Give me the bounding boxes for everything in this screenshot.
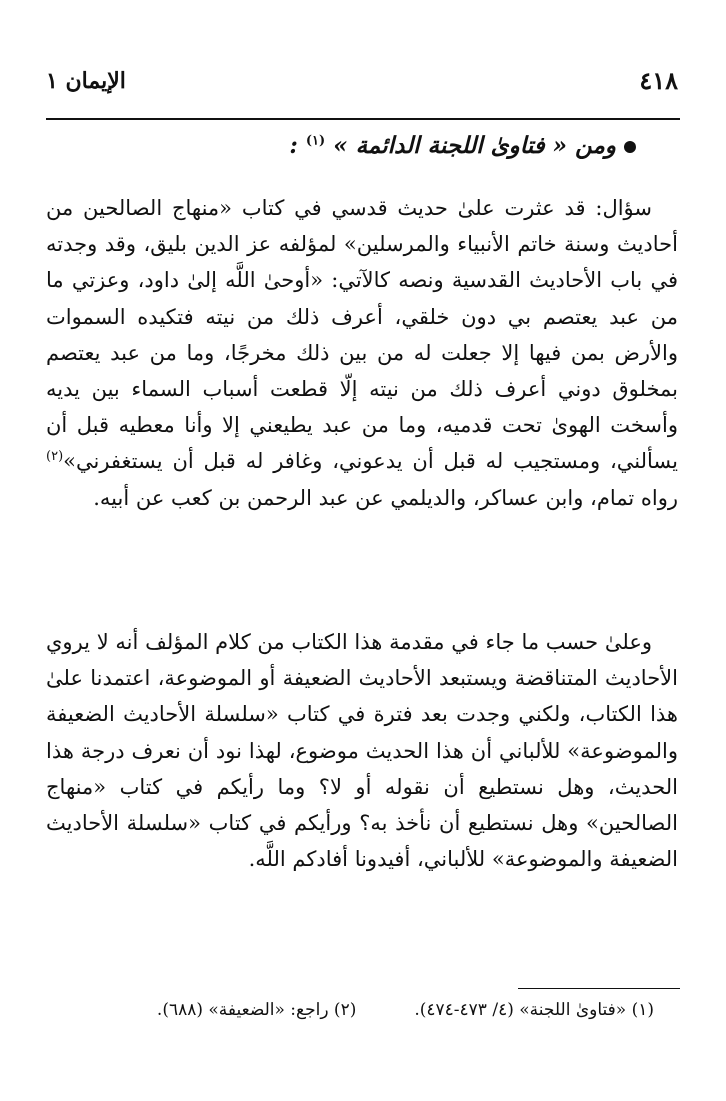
question-source: رواه تمام، وابن عساكر، والديلمي عن عبد الرحمن بن كعب عن أبيه.: [93, 485, 678, 510]
section-heading-text: ومن « فتاوىٰ اللجنة الدائمة »: [333, 132, 616, 159]
footnote-2: (٢) راجع: «الضعيفة» (٦٨٨).: [156, 1000, 357, 1020]
follow-up-paragraph: [46, 624, 678, 877]
page-header: [46, 66, 678, 106]
footnote-ref-1: (١): [305, 133, 326, 149]
bullet-icon: [624, 141, 636, 153]
footnote-ref-2: (٢): [46, 449, 64, 465]
running-title: الإيمان ١: [46, 68, 126, 94]
footnote-1: (١) «فتاوىٰ اللجنة» (٤/ ٤٧٣-٤٧٤).: [414, 1000, 654, 1020]
section-heading-colon: :: [289, 132, 298, 159]
header-rule: [46, 118, 680, 120]
footnote-rule: [518, 988, 680, 989]
footnotes: [54, 1000, 654, 1020]
question-label: سؤال:: [595, 196, 652, 220]
question-paragraph: [46, 190, 678, 516]
follow-up-text: وعلىٰ حسب ما جاء في مقدمة هذا الكتاب من كلام المؤلف أنه لا يروي الأحاديث المتناقضة ويستبعد الأحاديث الضعيفة أو الموضوعة، اعتمدنا علىٰ هذا الكتاب، ولكني وجدت بعد فترة في كتاب «سلسلة الأحاديث الضعيفة والموضوعة» للألباني أن هذا الحديث موضوع، لهذا نود أن نعرف درجة هذا الحديث، وهل نستطيع أن نقوله أو لا؟ وما رأيكم في كتاب «منهاج الصالحين» وهل نستطيع أن نأخذ به؟ ورأيكم في كتاب «سلسلة الأحاديث الضعيفة والموضوعة» للألباني، أفيدونا أفادكم اللَّه.: [46, 630, 678, 872]
question-text: قد عثرت علىٰ حديث قدسي في كتاب «منهاج الصالحين من أحاديث وسنة خاتم الأنبياء والمرسلين» لمؤلفه عز الدين بليق، وقد وجدته في باب الأحاديث القدسية ونصه كالآتي: «أوحىٰ اللَّه إلىٰ داود، وعزتي ما من عبد يعتصم بي دون خلقي، أعرف ذلك من نيته فتكيده السموات والأرض بمن فيها إلا جعلت له من بين ذلك مخرجًا، وما من عبد يعتصم بمخلوق دوني أعرف ذلك من نيته إلّا قطعت أسباب السماء بين يديه وأسخت الهوىٰ تحت قدميه، وما من عبد يطيعني إلا وأنا معطيه قبل أن يسألني، ومستجيب له قبل أن يدعوني، وغافر له قبل أن يستغفرني»: [46, 196, 678, 474]
page-number: ٤١٨: [639, 66, 678, 95]
section-heading: [76, 132, 636, 159]
